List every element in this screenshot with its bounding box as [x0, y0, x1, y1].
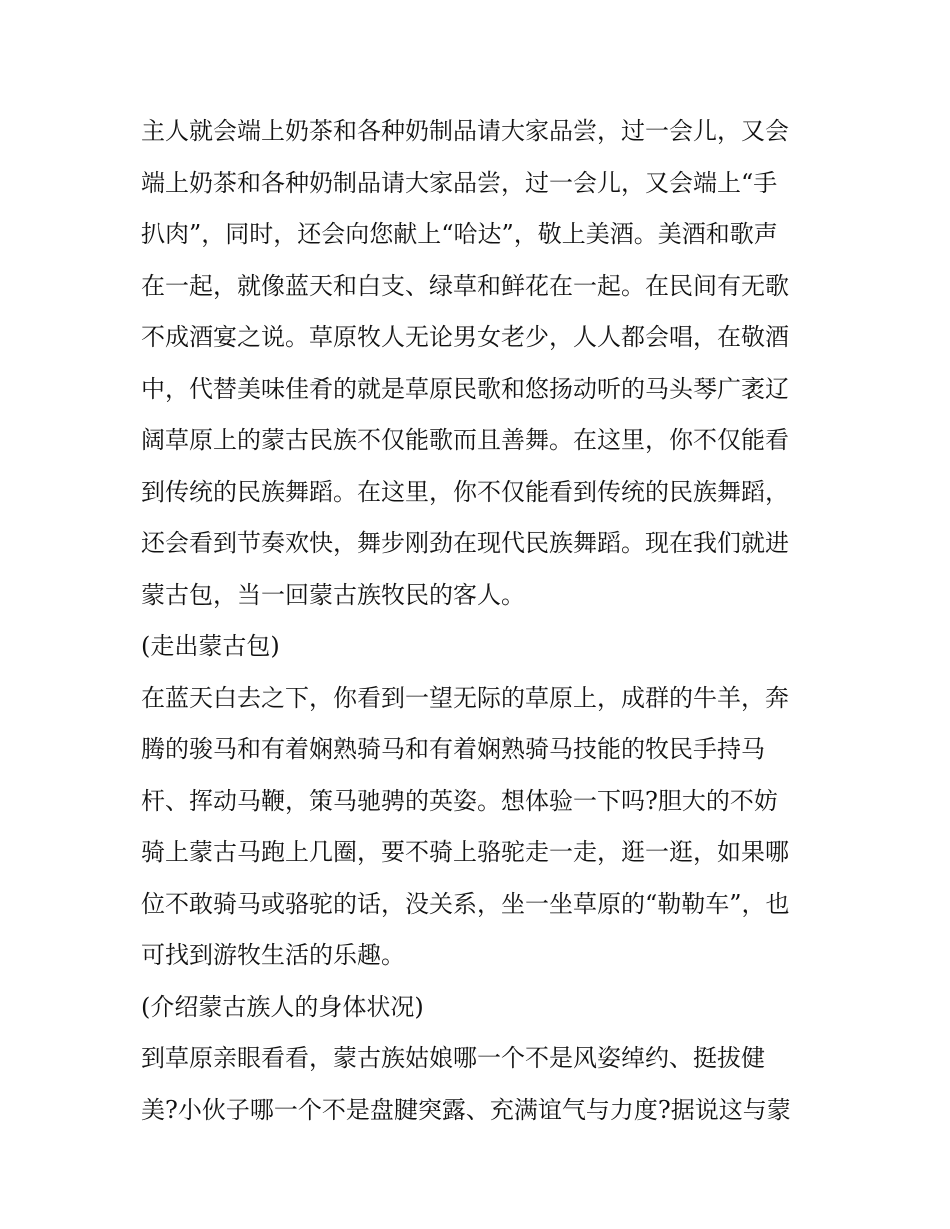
text-line: 不成酒宴之说。草原牧人无论男女老少，人人都会唱，在敬酒	[141, 323, 789, 351]
body-text	[141, 106, 816, 1136]
text-line: 中，代替美味佳肴的就是草原民歌和悠扬动听的马头琴广袤辽	[141, 374, 789, 403]
text-line: 到草原亲眼看看，蒙古族姑娘哪一个不是风姿绰约、挺拔健	[141, 1044, 765, 1072]
text-line: 在蓝天白去之下，你看到一望无际的草原上，成群的牛羊，奔	[141, 683, 789, 712]
text-line: 骑上蒙古马跑上几圈，要不骑上骆驼走一走，逛一逛，如果哪	[141, 838, 789, 866]
text-line: 端上奶茶和各种奶制品请大家品尝，过一会儿，又会端上“手	[141, 168, 778, 197]
section-heading: (走出蒙古包)	[141, 632, 280, 660]
text-line: 扒肉”，同时，还会向您献上“哈达”，敬上美酒。美酒和歌声	[141, 220, 778, 248]
text-line: 蒙古包，当一回蒙古族牧民的客人。	[141, 580, 525, 609]
text-line: 主人就会端上奶茶和各种奶制品请大家品尝，过一会儿，又会	[141, 117, 789, 145]
text-line: 到传统的民族舞蹈。在这里，你不仅能看到传统的民族舞蹈，	[141, 477, 789, 506]
text-line: 位不敢骑马或骆驼的话，没关系，坐一坐草原的“勒勒车”，也	[141, 889, 790, 918]
text-line: 美?小伙子哪一个不是盘腱突露、充满谊气与力度?据说这与蒙	[141, 1095, 791, 1124]
text-line: 可找到游牧生活的乐趣。	[141, 941, 405, 969]
section-heading: (介绍蒙古族人的身体状况)	[141, 992, 424, 1021]
text-line: 阔草原上的蒙古民族不仅能歌而且善舞。在这里，你不仅能看	[141, 426, 789, 454]
text-line: 还会看到节奏欢快，舞步刚劲在现代民族舞蹈。现在我们就进	[141, 529, 789, 557]
text-line: 杆、挥动马鞭，策马驰骋的英姿。想体验一下吗?胆大的不妨	[141, 786, 778, 815]
text-line: 在一起，就像蓝天和白支、绿草和鲜花在一起。在民间有无歌	[141, 271, 789, 300]
text-line: 腾的骏马和有着娴熟骑马和有着娴熟骑马技能的牧民手持马	[141, 735, 765, 763]
